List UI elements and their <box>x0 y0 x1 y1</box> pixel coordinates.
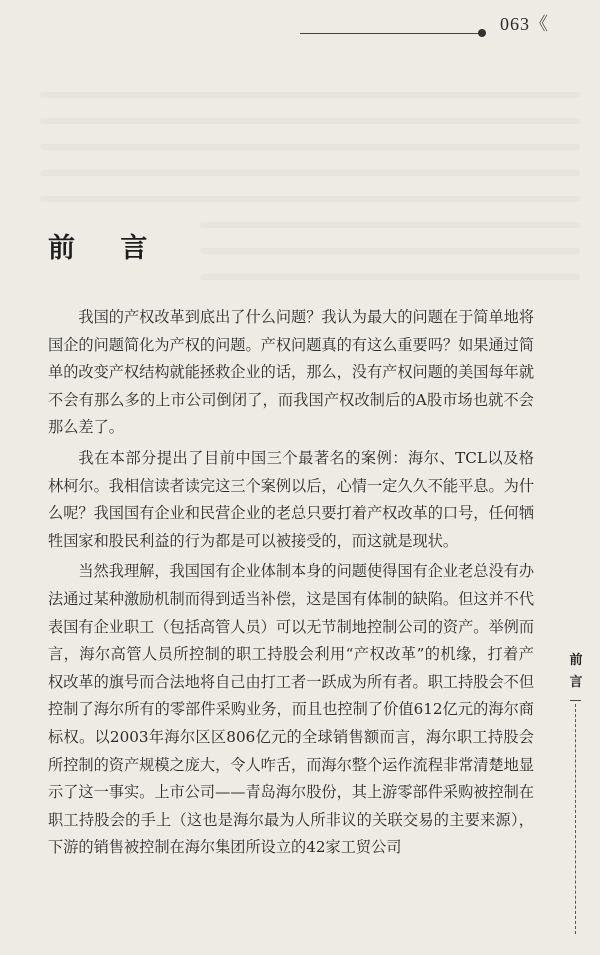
side-tab-dashed-line <box>575 704 577 934</box>
show-through-line <box>200 248 580 254</box>
show-through-line <box>200 274 580 280</box>
page-number: 063《 <box>500 14 549 34</box>
paragraph: 我在本部分提出了目前中国三个最著名的案例：海尔、TCL以及格林柯尔。我相信读者读完这三个案例以后，心情一定久久不能平息。为什么呢？我国国有企业和民营企业的老总只要打着产权改革的口号，任何牺牲国家和股民利益的行为都是可以被接受的，而这就是现状。 <box>48 448 534 550</box>
body-text <box>48 304 534 865</box>
section-title: 前 言 <box>48 233 166 264</box>
show-through-line <box>40 144 580 150</box>
paragraph: 我国的产权改革到底出了什么问题？我认为最大的问题在于简单地将国企的问题简化为产权的问题。产权问题真的有这么重要吗？如果通过简单的改变产权结构就能拯救企业的话，那么，没有产权问题的美国每年就不会有那么多的上市公司倒闭了，而我国产权改制后的A股市场也就不会那么差了。 <box>48 308 535 437</box>
show-through-line <box>40 170 580 176</box>
paragraph: 当然我理解，我国国有企业体制本身的问题使得国有企业老总没有办法通过某种激励机制而得到适当补偿，这是国有体制的缺陷。但这并不代表国有企业职工（包括高管人员）可以无节制地控制公司的资产。举例而言，海尔高管人员所控制的职工持股会利用“产权改革”的机缘，打着产权改革的旗号而合法地将自己由打工者一跃成为所有者。职工持股会不但控制了海尔所有的零部件采购业务，而且也控制了价值612亿元的海尔商标权。以2003年海尔区区806亿元的全球销售额而言，海尔职工持股会所控制的资产规模之庞大，令人咋舌，而海尔整个运作流程非常清楚地显示了这一事实。上市公司——青岛海尔股份，其上游零部件采购被控制在职工持股会的手上（这也是海尔最为人所非议的关联交易的主要来源），下游的销售被控制在海尔集团所设立的42家工贸公司 <box>48 562 535 857</box>
header-dot <box>478 29 486 37</box>
side-tab-label: 前言 <box>569 653 583 690</box>
show-through-line <box>40 92 580 98</box>
show-through-line <box>40 196 580 202</box>
show-through-line <box>40 118 580 124</box>
side-tab-cap <box>570 700 581 701</box>
show-through-line <box>200 222 580 228</box>
header-rule <box>300 33 482 34</box>
